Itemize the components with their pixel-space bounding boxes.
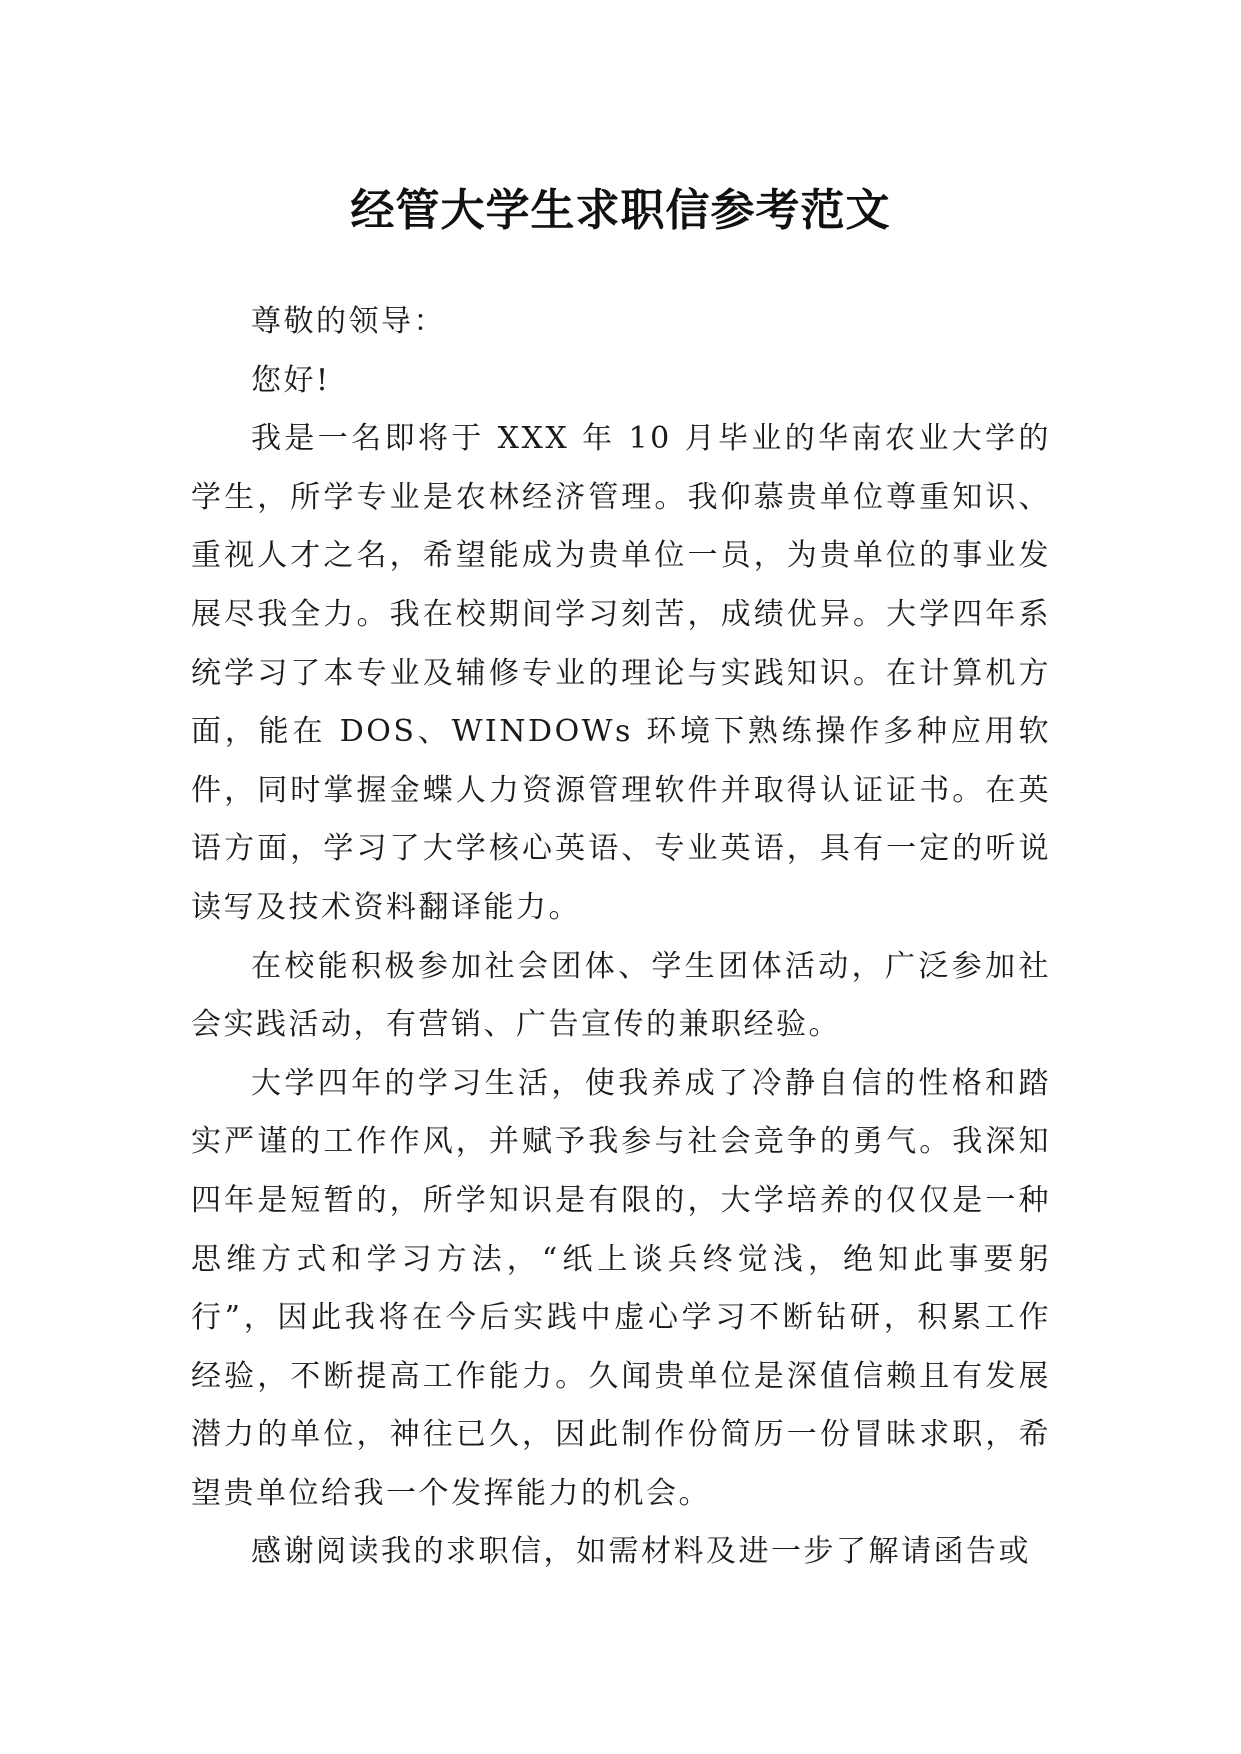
paragraph-intro: 我是一名即将于 XXX 年 10 月毕业的华南农业大学的学生，所学专业是农林经济管理。我仰慕贵单位尊重知识、重视人才之名，希望能成为贵单位一员，为贵单位的事业发展尽我全力。我在校期间学习刻苦，成绩优异。大学四年系统学习了本专业及辅修专业的理论与实践知识。在计算机方面，能在 DOS、WINDOWs 环境下熟练操作多种应用软件，同时掌握金蝶人力资源管理软件并取得认证证书。在英语方面，学习了大学核心英语、专业英语，具有一定的听说读写及技术资料翻译能力。 [191,421,1051,925]
greeting: 您好! [251,362,331,398]
paragraph-activities: 在校能积极参加社会团体、学生团体活动，广泛参加社会实践活动，有营销、广告宣传的兼职经验。 [191,948,1051,1043]
document-title: 经管大学生求职信参考范文 [350,185,891,237]
paragraph-summary: 大学四年的学习生活，使我养成了冷静自信的性格和踏实严谨的工作作风，并赋予我参与社会竞争的勇气。我深知四年是短暂的，所学知识是有限的，大学培养的仅仅是一种思维方式和学习方法，“纸上谈兵终觉浅，绝知此事要躬行”，因此我将在今后实践中虚心学习不断钻研，积累工作经验，不断提高工作能力。久闻贵单位是深值信赖且有发展潜力的单位，神往已久，因此制作份简历一份冒昧求职，希望贵单位给我一个发挥能力的机会。 [191,1065,1051,1511]
paragraph-closing: 感谢阅读我的求职信，如需材料及进一步了解请函告或 [251,1534,1031,1570]
salutation: 尊敬的领导： [251,304,446,339]
letter-body [191,293,1051,1582]
